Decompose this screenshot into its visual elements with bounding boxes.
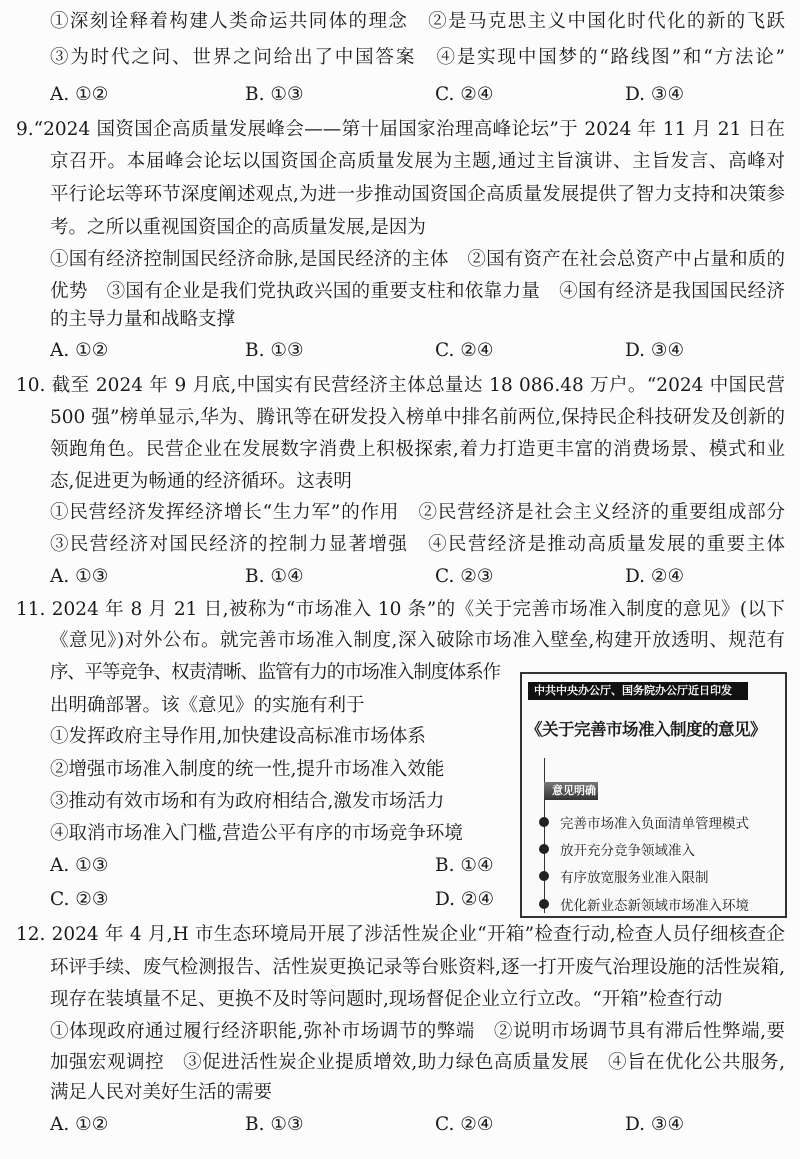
q12-stem-line: 环评手续、废气检测报告、活性炭更换记录等台账资料,逐一打开废气治理设施的活性炭箱, [50,957,785,978]
q11-answer-b: B. ①④ [435,855,494,876]
q12-option-line: 满足人民对美好生活的需要 [50,1082,273,1103]
q10-stem-line: 10. 截至 2024 年 9 月底,中国实有民营经济主体总量达 18 086.48 万户。“2024 中国民营 [16,375,785,396]
bullet-icon [539,844,549,854]
q10-answer-d: D. ②④ [625,566,685,587]
q9-stem-line: 平行论坛等环节深度阐述观点,为进一步推动国资国企高质量发展提供了智力支持和决策参 [50,184,785,205]
q12-answer-a: A. ①② [50,1114,109,1135]
bullet-icon [539,871,549,881]
q11-answer-a: A. ①③ [50,855,109,876]
q10-option-line: ③民营经济对国民经济的控制力显著增强 ④民营经济是推动高质量发展的重要主体 [50,534,785,555]
q11-answer-c: C. ②③ [50,889,109,910]
q8-answer-a: A. ①② [50,84,109,105]
q8-option-line: ③为时代之问、世界之问给出了中国答案 ④是实现中国梦的“路线图”和“方法论” [50,47,785,68]
q12-answer-d: D. ③④ [625,1114,685,1135]
bullet-icon [539,817,549,827]
q10-option-line: ①民营经济发挥经济增长“生力军”的作用 ②民营经济是社会主义经济的重要组成部分 [50,502,785,523]
q11-stem-line: 序、平等竞争、权责清晰、监管有力的市场准入制度体系作 [50,662,500,683]
q12-stem-line: 现存在装填量不足、更换不及时等问题时,现场督促企业立行立改。“开箱”检查行动 [50,989,723,1010]
figure-item: 完善市场准入负面清单管理模式 [560,816,749,832]
bullet-icon [539,899,549,909]
figure-title: 《关于完善市场准入制度的意见》 [526,720,766,739]
figure-header: 中共中央办公厅、国务院办公厅近日印发 [528,682,748,700]
q10-stem-line: 态,促进更为畅通的经济循环。这表明 [50,471,352,492]
q12-answer-b: B. ①③ [245,1114,304,1135]
q11-stem-line: 《意见》)对外公布。就完善市场准入制度,深入破除市场准入壁垒,构建开放透明、规范有 [50,630,785,651]
q9-answer-a: A. ①② [50,340,109,361]
q11-stem-line: 11. 2024 年 8 月 21 日,被称为“市场准入 10 条”的《关于完善市场准入制度的意见》(以下 [16,599,785,620]
q11-option-line: ②增强市场准入制度的统一性,提升市场准入效能 [50,759,445,780]
q10-stem-line: 500 强”榜单显示,华为、腾讯等在研发投入榜单中排名前两位,保持民企科技研发及创新的 [50,407,785,428]
q12-option-line: 加强宏观调控 ③促进活性炭企业提质增效,助力绿色高质量发展 ④旨在优化公共服务, [50,1052,785,1073]
figure-item: 放开充分竞争领域准入 [560,843,695,859]
q9-option-line: 的主导力量和战略支撑 [50,309,236,330]
q9-option-line: ①国有经济控制国民经济命脉,是国民经济的主体 ②国有资产在社会总资产中占量和质的 [50,249,785,270]
q10-answer-a: A. ①③ [50,566,109,587]
q9-stem-line: 9.“2024 国资国企高质量发展峰会——第十届国家治理高峰论坛”于 2024 年 11 月 21 日在 [16,119,785,140]
q10-stem-line: 领跑角色。民营企业在发展数字消费上积极探索,着力打造更丰富的消费场景、模式和业 [50,439,785,460]
figure-item: 有序放宽服务业准入限制 [560,870,709,886]
q12-option-line: ①体现政府通过履行经济职能,弥补市场调节的弊端 ②说明市场调节具有滞后性弊端,要 [50,1021,785,1042]
q12-stem-line: 12. 2024 年 4 月,H 市生态环境局开展了涉活性炭企业“开箱”检查行动,检查人员仔细核查企 [16,924,785,945]
q9-answer-b: B. ①③ [245,340,304,361]
q8-answer-c: C. ②④ [435,84,494,105]
q8-option-line: ①深刻诠释着构建人类命运共同体的理念 ②是马克思主义中国化时代化的新的飞跃 [50,11,785,32]
q9-stem-line: 考。之所以重视国资国企的高质量发展,是因为 [50,217,426,238]
news-figure [520,672,787,918]
figure-item: 优化新业态新领域市场准入环境 [560,898,749,914]
q8-answer-b: B. ①③ [245,84,304,105]
q8-answer-d: D. ③④ [625,84,685,105]
q11-option-line: ③推动有效市场和有为政府相结合,激发市场活力 [50,791,445,812]
q11-stem-line: 出明确部署。该《意见》的实施有利于 [50,695,365,716]
q10-answer-c: C. ②③ [435,566,494,587]
q9-answer-c: C. ②④ [435,340,494,361]
q10-answer-b: B. ①④ [245,566,304,587]
q11-option-line: ④取消市场准入门槛,营造公平有序的市场竞争环境 [50,823,463,844]
q11-answer-d: D. ②④ [435,889,495,910]
q9-stem-line: 京召开。本届峰会论坛以国资国企高质量发展为主题,通过主旨演讲、主旨发言、高峰对 [50,151,785,172]
q9-answer-d: D. ③④ [625,340,685,361]
figure-tag: 意见明确 [544,782,598,800]
q11-option-line: ①发挥政府主导作用,加快建设高标准市场体系 [50,726,426,747]
q9-option-line: 优势 ③国有企业是我们党执政兴国的重要支柱和依靠力量 ④国有经济是我国国民经济 [50,281,785,302]
q12-answer-c: C. ②④ [435,1114,494,1135]
